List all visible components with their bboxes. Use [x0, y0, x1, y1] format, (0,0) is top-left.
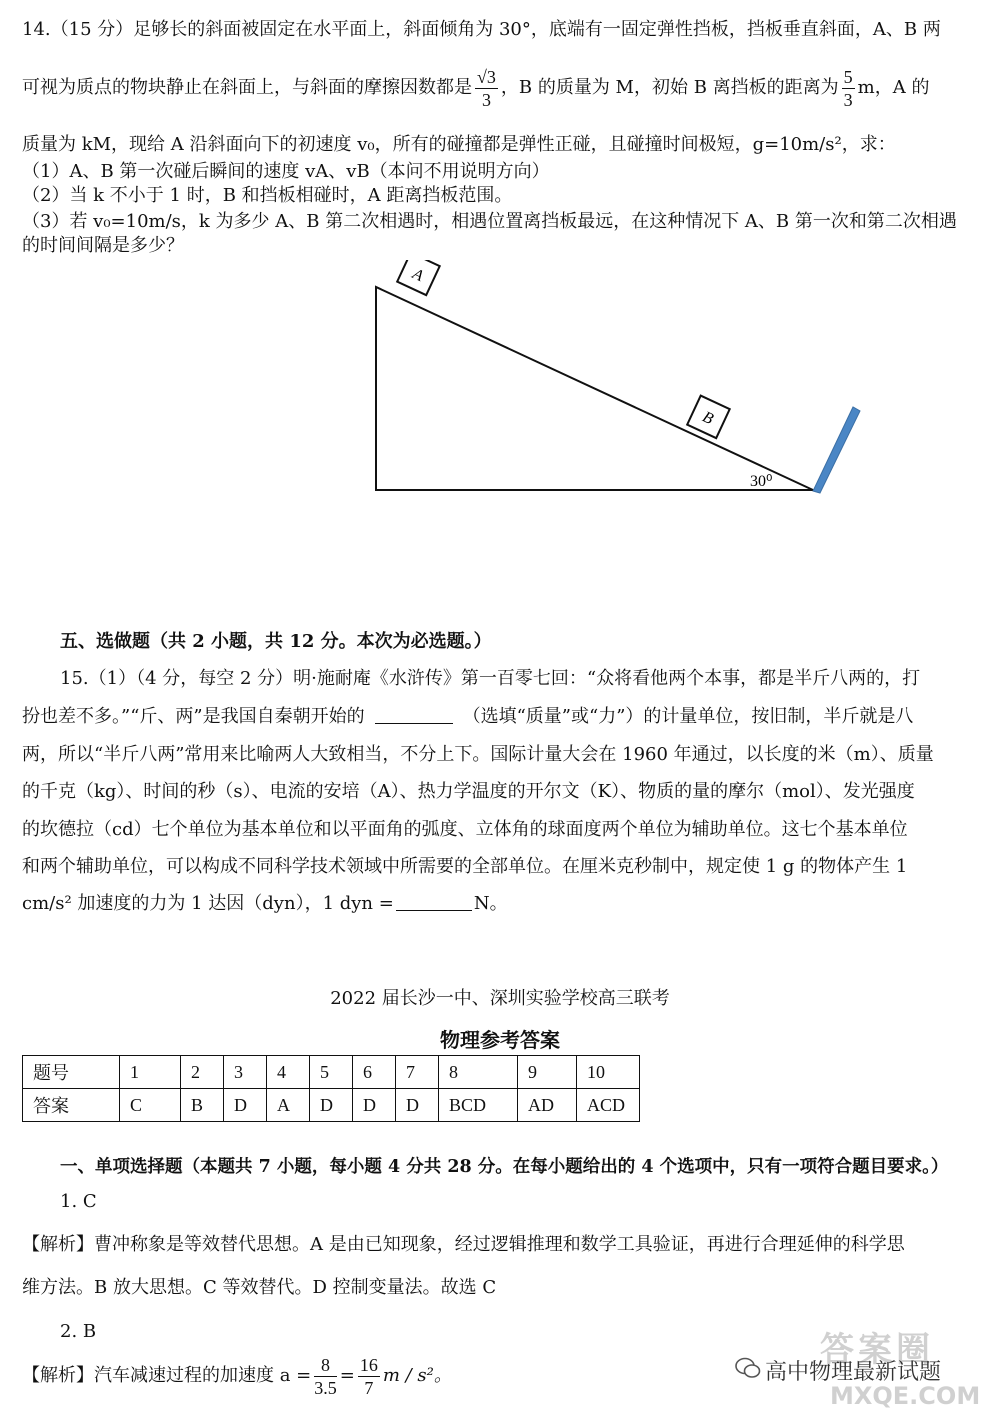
accel-num-2: 16	[359, 1354, 378, 1375]
table-cell: 4	[267, 1056, 310, 1089]
table-cell: 6	[353, 1056, 396, 1089]
q14-part-1: （1）A、B 第一次碰后瞬间的速度 vA、vB（本问不用说明方向）	[22, 161, 550, 182]
table-cell: 5	[310, 1056, 353, 1089]
table-cell: 3	[224, 1056, 267, 1089]
accel-num-1: 8	[314, 1354, 337, 1377]
table-cell: 8	[439, 1056, 518, 1089]
q14-text-2c: m，A 的	[857, 77, 930, 98]
table-cell: 2	[181, 1056, 224, 1089]
table-cell: BCD	[439, 1089, 518, 1122]
block-a-label: A	[409, 265, 426, 286]
table-cell: D	[396, 1089, 439, 1122]
block-b-label: B	[699, 408, 716, 429]
q1-answer: 1. C	[60, 1191, 97, 1212]
q14-part-3b: 的时间间隔是多少？	[22, 235, 184, 256]
accel-fraction-2	[358, 1354, 380, 1399]
table-cell: A	[267, 1089, 310, 1122]
answer-table	[22, 1055, 640, 1122]
distance-denominator: 3	[843, 89, 853, 110]
q15-line-2	[22, 705, 913, 729]
section1-heading: 一、单项选择题（本题共 7 小题，每小题 4 分共 28 分。在每小题给出的 4 个选项中，只有一项符合题目要求。）	[60, 1157, 949, 1177]
answer-blank-1[interactable]	[375, 705, 453, 724]
q2-explanation	[22, 1352, 452, 1400]
table-cell: 9	[518, 1056, 577, 1089]
q14-line-3: 质量为 kM，现给 A 沿斜面向下的初速度 v₀，所有的碰撞都是弹性正碰，且碰撞时间极短，g=10m/s²，求：	[22, 134, 896, 155]
mu-denominator: 3	[481, 89, 491, 110]
equals-sign: =	[339, 1365, 355, 1386]
exam-title: 2022 届长沙一中、深圳实验学校高三联考	[330, 988, 670, 1009]
q15-text-2a: 扮也差不多。”“斤、两”是我国自秦朝开始的	[22, 706, 365, 727]
accel-fraction-1	[314, 1354, 337, 1399]
section5-heading: 五、选做题（共 2 小题，共 12 分。本次为必选题。）	[60, 631, 492, 652]
q15-line-4: 的千克（kg）、时间的秒（s）、电流的安培（A）、热力学温度的开尔文（K）、物质的量的摩尔（mol）、发光强度	[22, 781, 915, 802]
mu-fraction	[475, 66, 498, 111]
answer-blank-2[interactable]	[396, 892, 472, 911]
q14-line-2	[22, 64, 929, 112]
distance-numerator: 5	[843, 66, 853, 87]
q14-text-2a: 可视为质点的物块静止在斜面上，与斜面的摩擦因数都是	[22, 77, 472, 98]
accel-den-2: 7	[364, 1377, 374, 1398]
watermark-account: 高中物理最新试题	[765, 1360, 942, 1385]
q15-line-5: 的坎德拉（cd）七个单位为基本单位和以平面角的弧度、立体角的球面度两个单位为辅助单位。这七个基本单位	[22, 819, 908, 840]
q15-text-2b: （选填“质量”或“力”）的计量单位，按旧制，半斤就是八	[462, 706, 914, 727]
q2-explanation-text: 【解析】汽车减速过程的加速度 a =	[22, 1365, 312, 1386]
q14-part-3a: （3）若 v₀=10m/s，k 为多少 A、B 第二次相遇时，相遇位置离挡板最远，在这种情况下 A、B 第一次和第二次相遇	[22, 211, 957, 232]
q2-answer: 2. B	[60, 1321, 97, 1342]
watermark-url: MXQE.COM	[830, 1382, 981, 1410]
answer-table-number-row	[23, 1056, 640, 1089]
q15-line-7	[22, 892, 508, 916]
table-cell: D	[353, 1089, 396, 1122]
q15-line-3: 两，所以“半斤八两”常用来比喻两人大致相当，不分上下。国际计量大会在 1960 年通过，以长度的米（m）、质量	[22, 744, 934, 765]
watermark-logo: 答案圈	[820, 1330, 934, 1370]
q15-text-7a: cm/s² 加速度的力为 1 达因（dyn），1 dyn =	[22, 893, 394, 914]
table-cell: 1	[120, 1056, 181, 1089]
q14-line-1: 14.（15 分）足够长的斜面被固定在水平面上，斜面倾角为 30°，底端有一固定弹性挡板，挡板垂直斜面，A、B 两	[22, 19, 941, 40]
accel-den-1: 3.5	[314, 1377, 337, 1398]
table-cell: ACD	[577, 1089, 640, 1122]
answer-table-answer-row	[23, 1089, 640, 1122]
table-cell: C	[120, 1089, 181, 1122]
q15-line-6: 和两个辅助单位，可以构成不同科学技术领域中所需要的全部单位。在厘米克秒制中，规定使 1 g 的物体产生 1	[22, 856, 908, 877]
block-b	[687, 396, 730, 439]
table-cell: 7	[396, 1056, 439, 1089]
table-cell: D	[310, 1089, 353, 1122]
q15-text-7b: N。	[473, 893, 508, 914]
barrier-plate	[813, 407, 860, 493]
answer-key-title: 物理参考答案	[440, 1028, 560, 1052]
incline-triangle	[376, 287, 813, 490]
block-a	[397, 260, 440, 295]
accel-unit: m / s²。	[382, 1365, 452, 1386]
table-cell: D	[224, 1089, 267, 1122]
incline-diagram	[360, 260, 880, 510]
q1-explanation-a: 【解析】曹冲称象是等效替代思想。A 是由已知现象，经过逻辑推理和数学工具验证，再进行合理延伸的科学思	[22, 1234, 905, 1255]
distance-fraction	[842, 66, 855, 111]
row-label-number: 题号	[23, 1056, 120, 1089]
q14-part-2: （2）当 k 不小于 1 时，B 和挡板相碰时，A 距离挡板范围。	[22, 185, 513, 206]
table-cell: AD	[518, 1089, 577, 1122]
mu-numerator: √3	[477, 66, 496, 87]
wechat-icon	[735, 1356, 761, 1380]
row-label-answer: 答案	[23, 1089, 120, 1122]
q1-explanation-b: 维方法。B 放大思想。C 等效替代。D 控制变量法。故选 C	[22, 1277, 497, 1298]
q14-text-2b: ，B 的质量为 M，初始 B 离挡板的距离为	[500, 77, 839, 98]
angle-label: 30⁰	[750, 473, 773, 490]
q15-line-1: 15.（1）（4 分，每空 2 分）明·施耐庵《水浒传》第一百零七回：“众将看他两个本事，都是半斤八两的，打	[60, 668, 921, 689]
table-cell: B	[181, 1089, 224, 1122]
table-cell: 10	[577, 1056, 640, 1089]
